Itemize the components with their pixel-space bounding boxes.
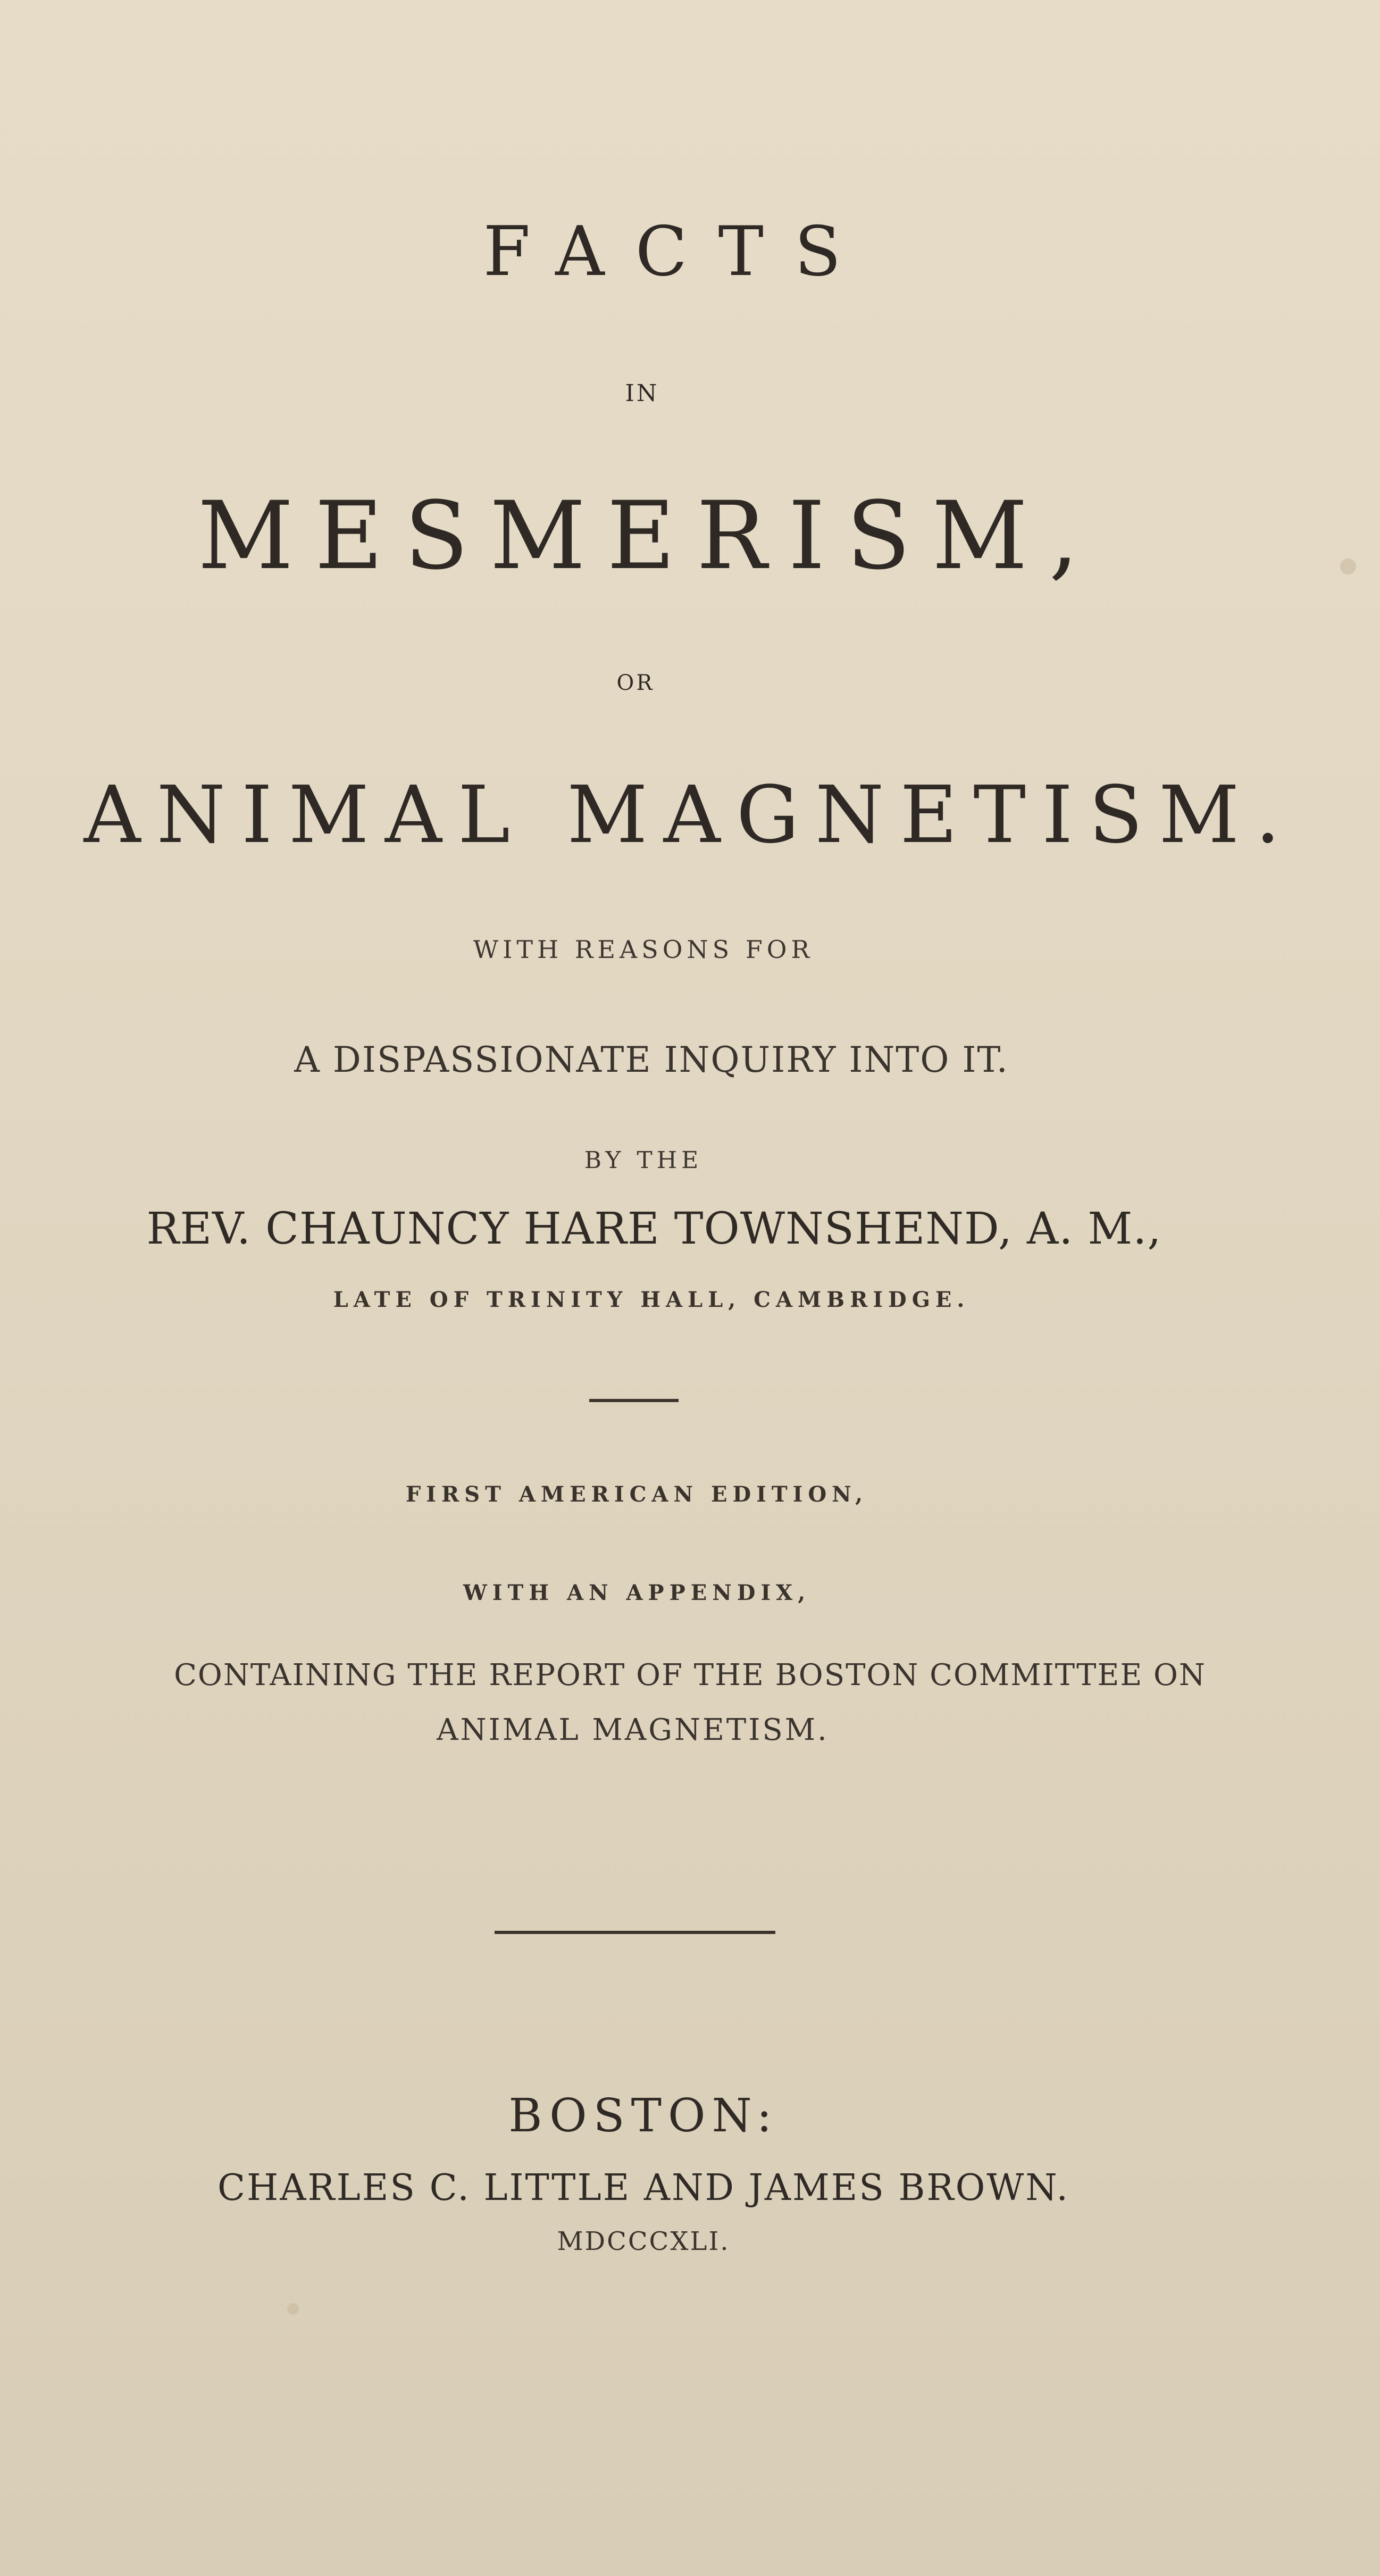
appendix-contents-line-1: CONTAINING THE REPORT OF THE BOSTON COMMITTEE ON [174,1658,1206,1693]
connector-or: OR [616,671,655,695]
title-mesmerism: MESMERISM, [197,481,1100,590]
appendix-statement: WITH AN APPENDIX, [463,1580,811,1605]
subtitle-with-reasons: WITH REASONS FOR [473,935,814,964]
long-divider-rule [495,1931,775,1934]
edition-statement: FIRST AMERICAN EDITION, [405,1482,868,1507]
imprint-year: MDCCCXLI. [557,2227,730,2256]
imprint-place: BOSTON: [508,2089,779,2143]
author-affiliation: LATE OF TRINITY HALL, CAMBRIDGE. [333,1287,970,1312]
foxing-spot [287,2303,299,2315]
subtitle-dispassionate-inquiry: A DISPASSIONATE INQUIRY INTO IT. [294,1039,1009,1080]
author-name: REV. CHAUNCY HARE TOWNSHEND, A. M., [146,1204,1162,1254]
short-divider-rule [589,1399,679,1402]
title-facts: FACTS [483,212,872,291]
by-the: BY THE [584,1147,703,1174]
appendix-contents-line-2: ANIMAL MAGNETISM. [437,1713,829,1747]
connector-in: IN [625,380,659,407]
foxing-spot [1340,558,1356,574]
imprint-publisher: CHARLES C. LITTLE AND JAMES BROWN. [217,2167,1070,2209]
title-animal-magnetism: ANIMAL MAGNETISM. [83,769,1297,861]
